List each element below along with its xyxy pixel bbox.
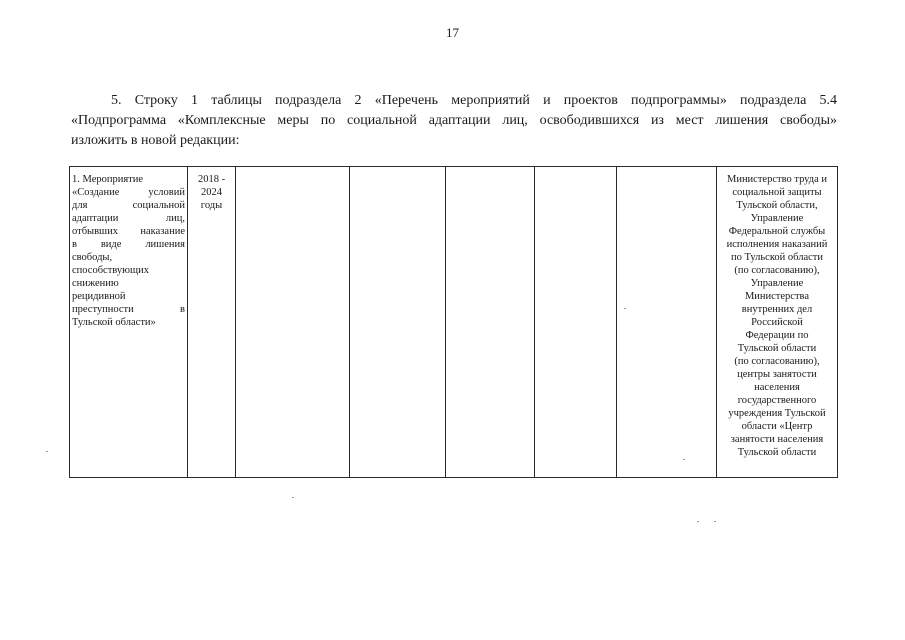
- executor-line: Управление: [750, 278, 804, 289]
- executor-line: Тульской области: [737, 447, 817, 458]
- paragraph-line: 5. Строку 1 таблицы подраздела 2 «Перечень мероприятий и проектов подпрограммы» подраздела 5.4: [111, 93, 837, 108]
- activity-line: преступности в: [72, 304, 185, 315]
- executor-line: Тульской области: [737, 343, 817, 354]
- executor-line: Министерство труда и: [726, 174, 828, 185]
- period-line: 2024: [201, 187, 222, 198]
- executor-line: Тульской области,: [736, 200, 818, 211]
- activity-line: адаптации лиц,: [72, 213, 185, 224]
- empty-cell: [350, 167, 446, 478]
- activity-line: 1. Мероприятие: [72, 174, 144, 185]
- activity-line: в виде лишения: [72, 239, 185, 250]
- activity-line: Тульской области»: [72, 317, 156, 328]
- executor-line: (по согласованию),: [734, 356, 820, 367]
- executor-line: Российской: [751, 317, 803, 328]
- activity-line: рецидивной: [72, 291, 126, 302]
- executor-line: внутренних дел: [741, 304, 813, 315]
- period-line: годы: [200, 200, 223, 211]
- activity-line: свободы,: [72, 252, 113, 263]
- scan-speck: [697, 521, 699, 522]
- scan-speck: [46, 451, 48, 452]
- paragraph-line: «Подпрограмма «Комплексные меры по социальной адаптации лиц, освободившихся из мест лишения свободы»: [71, 113, 837, 128]
- empty-cell: [617, 167, 717, 478]
- empty-cell: [446, 167, 535, 478]
- scan-speck: [714, 521, 716, 522]
- empty-cell: [535, 167, 617, 478]
- activity-line: «Создание условий: [72, 187, 185, 198]
- executor-line: Федерации по: [745, 330, 809, 341]
- activity-line: отбывших наказание: [72, 226, 185, 237]
- executor-line: учреждения Тульской: [728, 408, 826, 419]
- activity-line: для социальной: [72, 200, 185, 211]
- executor-line: по Тульской области: [730, 252, 824, 263]
- period-line: 2018 -: [197, 174, 226, 185]
- scan-speck: [624, 308, 626, 309]
- executor-line: области «Центр: [741, 421, 813, 432]
- executors-cell: [717, 167, 838, 478]
- executor-line: Управление: [750, 213, 804, 224]
- executor-line: социальной защиты: [732, 187, 822, 198]
- executor-line: (по согласованию),: [734, 265, 820, 276]
- page-number: 17: [446, 25, 459, 40]
- activity-cell: [70, 167, 188, 478]
- executor-line: исполнения наказаний: [726, 239, 828, 250]
- executor-line: Министерства: [744, 291, 810, 302]
- executor-line: государственного: [737, 395, 817, 406]
- empty-cell: [236, 167, 350, 478]
- executor-line: населения: [754, 382, 800, 393]
- scan-speck: [292, 497, 294, 498]
- activity-line: снижению: [72, 278, 119, 289]
- table-row: [70, 167, 838, 478]
- scan-speck: [683, 459, 685, 460]
- program-table: [69, 166, 838, 478]
- activity-line: способствующих: [72, 265, 149, 276]
- paragraph-line: изложить в новой редакции:: [71, 133, 240, 148]
- period-cell: [188, 167, 236, 478]
- executor-line: занятости населения: [730, 434, 824, 445]
- amendment-paragraph: [71, 91, 837, 151]
- executor-line: Федеральной службы: [728, 226, 826, 237]
- executor-line: центры занятости: [737, 369, 817, 380]
